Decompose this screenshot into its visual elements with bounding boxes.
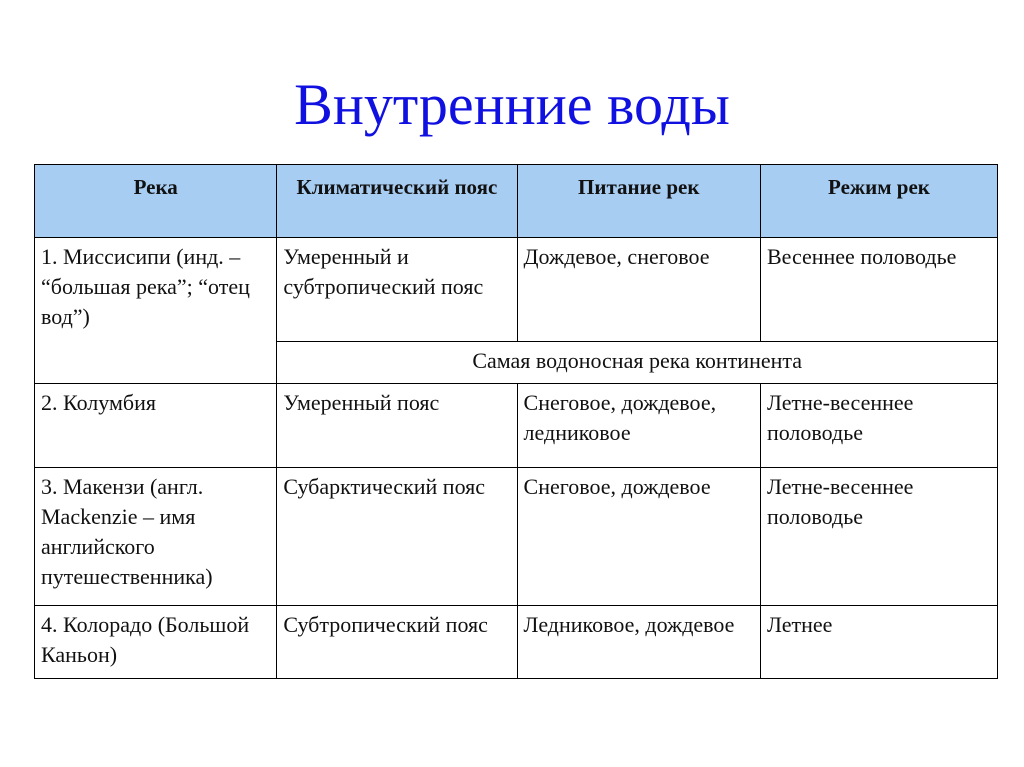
cell-climate: Умеренный и субтропический пояс [277, 238, 517, 342]
cell-note: Самая водоносная река континента [277, 342, 998, 384]
cell-river: 1. Миссисипи (инд. – “большая река”; “отец вод”) [35, 238, 277, 384]
header-climate-zone: Климатический пояс [277, 165, 517, 238]
cell-regime: Весеннее половодье [760, 238, 997, 342]
cell-climate: Субарктический пояс [277, 468, 517, 606]
page-title: Внутренние воды [294, 72, 730, 137]
header-river-regime: Режим рек [760, 165, 997, 238]
cell-river: 4. Колорадо (Большой Каньон) [35, 606, 277, 679]
cell-feed: Снеговое, дождевое, ледниковое [517, 384, 760, 468]
table-header-row [35, 165, 998, 238]
table-row [35, 238, 998, 342]
cell-river: 2. Колумбия [35, 384, 277, 468]
cell-climate: Умеренный пояс [277, 384, 517, 468]
table-row [35, 384, 998, 468]
header-river: Река [35, 165, 277, 238]
table-row [35, 468, 998, 606]
cell-river: 3. Макензи (англ. Mackenzie – имя английского путешественника) [35, 468, 277, 606]
cell-regime: Летнее [760, 606, 997, 679]
table-row [35, 606, 998, 679]
cell-feed: Дождевое, снеговое [517, 238, 760, 342]
rivers-table [34, 164, 998, 679]
cell-climate: Субтропический пояс [277, 606, 517, 679]
cell-regime: Летне-весеннее половодье [760, 468, 997, 606]
cell-feed: Снеговое, дождевое [517, 468, 760, 606]
cell-regime: Летне-весеннее половодье [760, 384, 997, 468]
cell-feed: Ледниковое, дождевое [517, 606, 760, 679]
header-river-feeding: Питание рек [517, 165, 760, 238]
